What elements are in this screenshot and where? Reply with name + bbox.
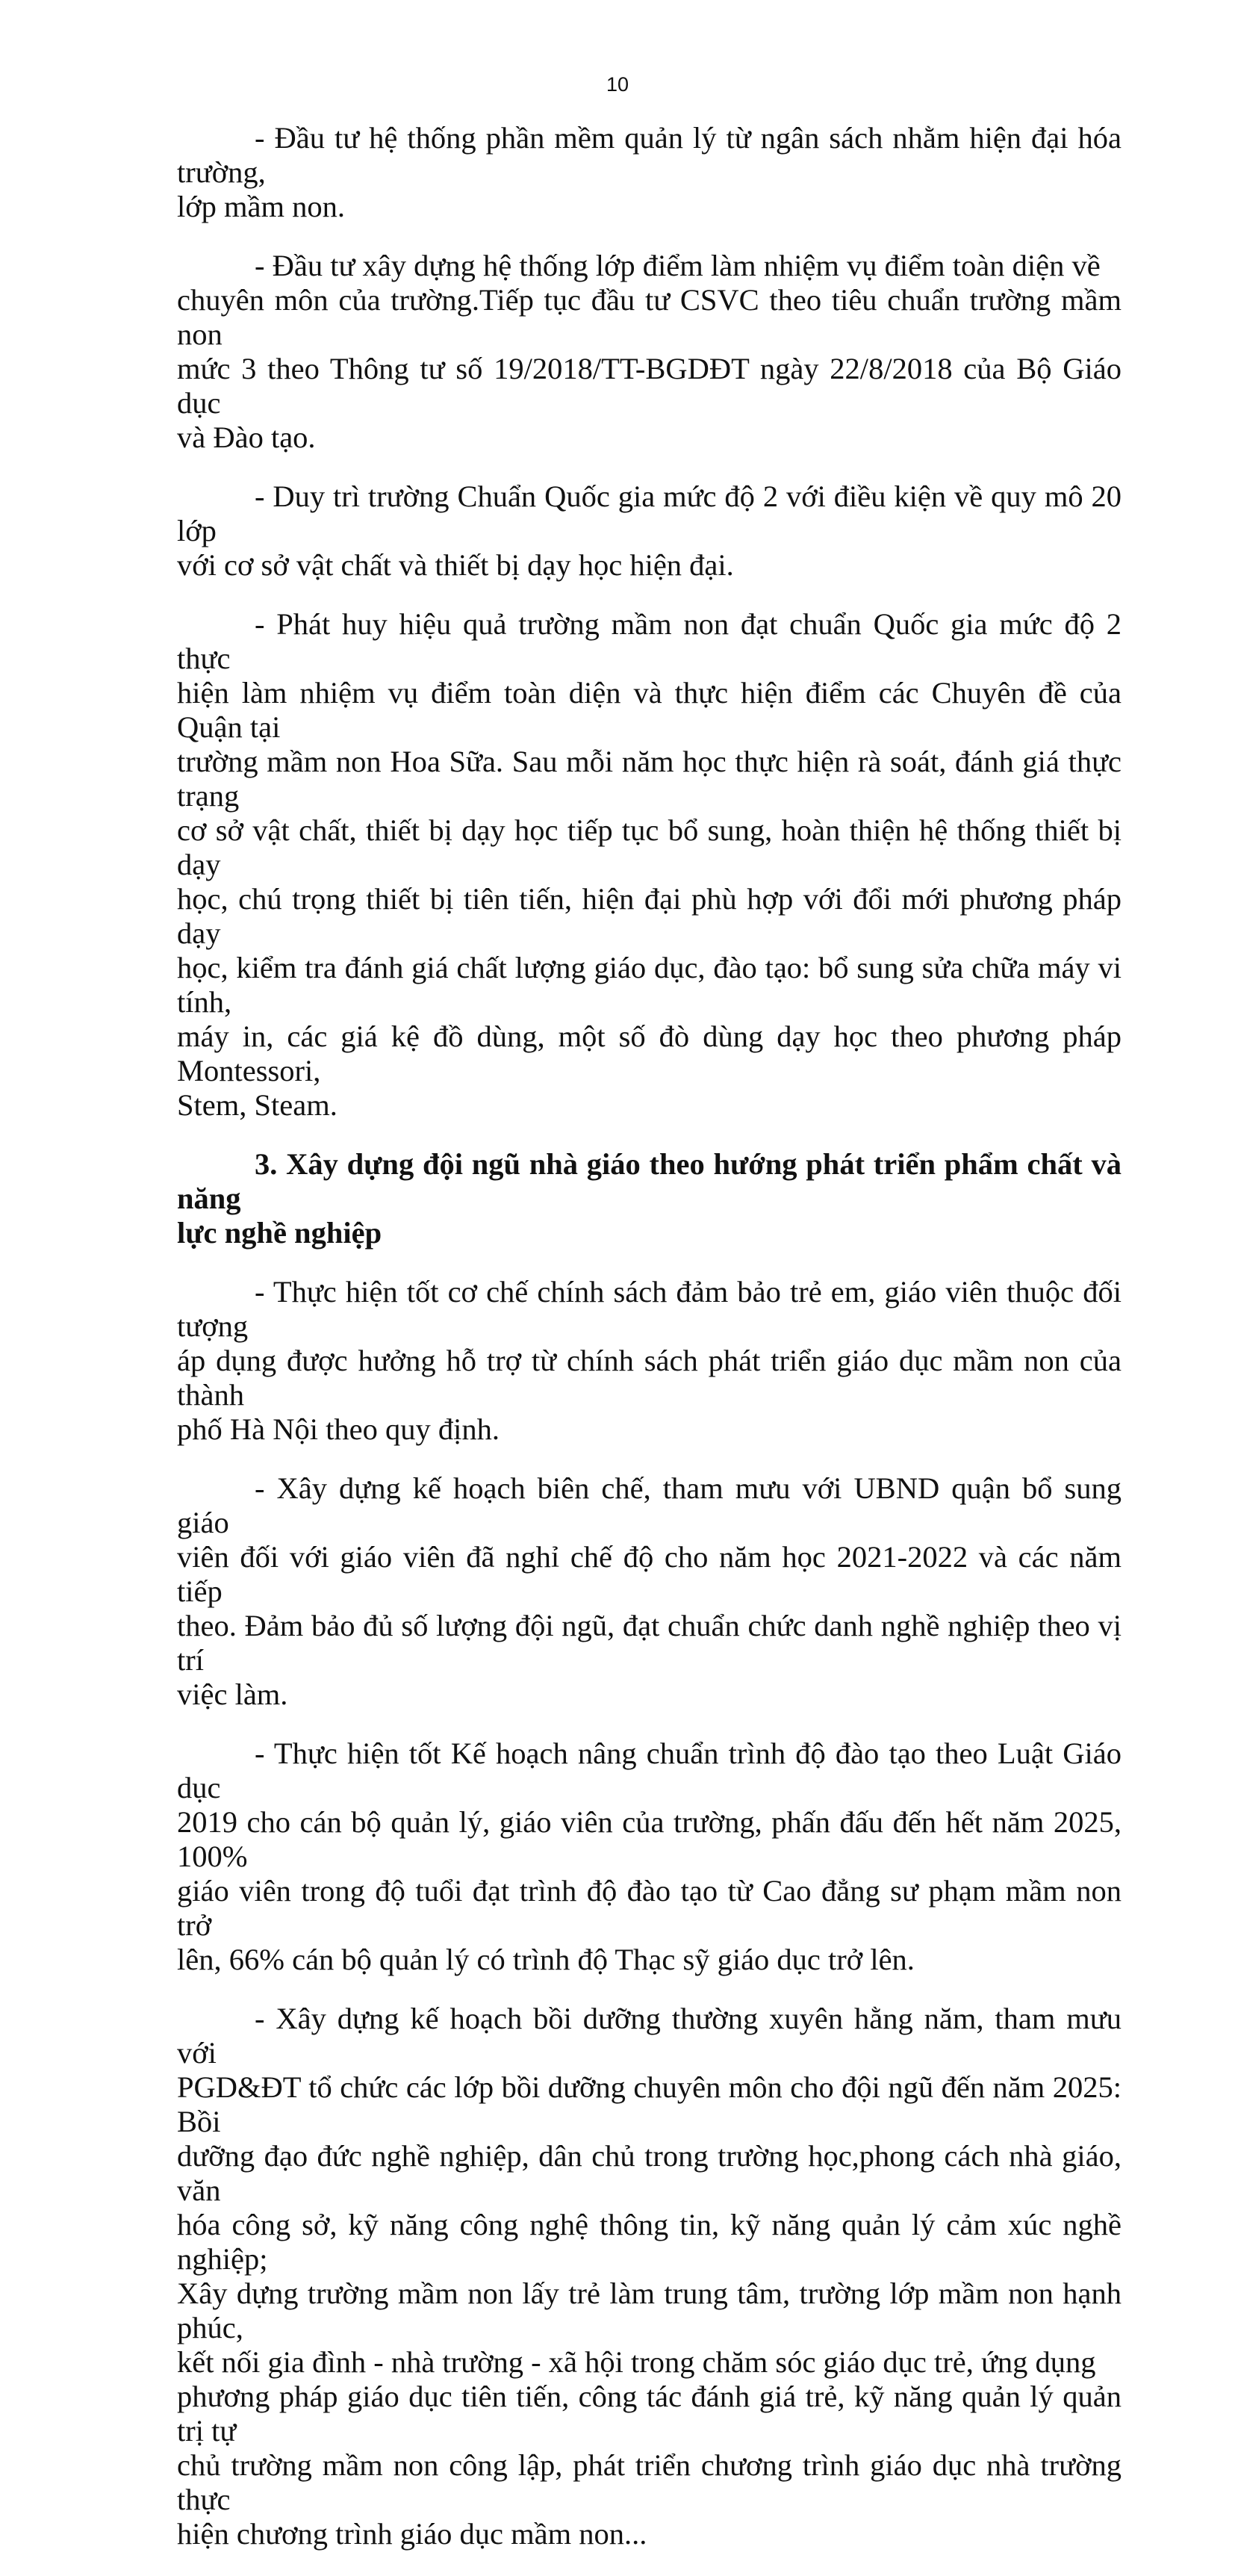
document-body xyxy=(177,121,1122,2576)
paragraph-professional-development: - Xây dựng kế hoạch bồi dưỡng thường xuyên hằng năm, tham mưu với PGD&ĐT tổ chức các lớp bồi dưỡng chuyên môn cho đội ngũ đến năm 2025: Bồi dưỡng đạo đức nghề nghiệp, dân chủ trong trường học,phong cách nhà giáo, văn hóa công sở, kỹ năng công nghệ thông tin, kỹ năng quản lý cảm xúc nghề nghiệp; Xây dựng trường mầm non lấy trẻ làm trung tâm, trường lớp mầm non hạnh phúc, kết nối gia đình - nhà trường - xã hội trong chăm sóc giáo dục trẻ, ứng dụng phương pháp giáo dục tiên tiến, công tác đánh giá trẻ, kỹ năng quản lý quản trị tự chủ trường mầm non công lập, phát triển chương trình giáo dục nhà trường thực hiện chương trình giáo dục mầm non... xyxy=(177,2002,1122,2551)
page-number: 10 xyxy=(606,73,629,96)
paragraph-promote-effectiveness: - Phát huy hiệu quả trường mầm non đạt chuẩn Quốc gia mức độ 2 thực hiện làm nhiệm vụ điểm toàn diện và thực hiện điểm các Chuyên đề của Quận tại trường mầm non Hoa Sữa. Sau mỗi năm học thực hiện rà soát, đánh giá thực trạng cơ sở vật chất, thiết bị dạy học tiếp tục bổ sung, hoàn thiện hệ thống thiết bị dạy học, chú trọng thiết bị tiên tiến, hiện đại phù hợp với đổi mới phương pháp dạy học, kiểm tra đánh giá chất lượng giáo dục, đào tạo: bổ sung sửa chữa máy vi tính, máy in, các giá kệ đồ dùng, một số đò dùng dạy học theo phương pháp Montessori, Stem, Steam. xyxy=(177,607,1122,1122)
paragraph-training-standard: - Thực hiện tốt Kế hoạch nâng chuẩn trình độ đào tạo theo Luật Giáo dục 2019 cho cán bộ quản lý, giáo viên của trường, phấn đấu đến hết năm 2025, 100% giáo viên trong độ tuổi đạt trình độ đào tạo từ Cao đẳng sư phạm mầm non trở lên, 66% cán bộ quản lý có trình độ Thạc sỹ giáo dục trở lên. xyxy=(177,1737,1122,1976)
paragraph-staffing-plan: - Xây dựng kế hoạch biên chế, tham mưu với UBND quận bổ sung giáo viên đối với giáo viên đã nghỉ chế độ cho năm học 2021-2022 và các năm tiếp theo. Đảm bảo đủ số lượng đội ngũ, đạt chuẩn chức danh nghề nghiệp theo vị trí việc làm. xyxy=(177,1471,1122,1711)
paragraph-model-classes: - Đầu tư xây dựng hệ thống lớp điểm làm nhiệm vụ điểm toàn diện về chuyên môn của trường.Tiếp tục đầu tư CSVC theo tiêu chuẩn trường mầm non mức 3 theo Thông tư số 19/2018/TT-BGDĐT ngày 22/8/2018 của Bộ Giáo dục và Đào tạo. xyxy=(177,249,1122,454)
paragraph-support-policy: - Thực hiện tốt cơ chế chính sách đảm bảo trẻ em, giáo viên thuộc đối tượng áp dụng được hưởng hỗ trợ từ chính sách phát triển giáo dục mầm non của thành phố Hà Nội theo quy định. xyxy=(177,1275,1122,1446)
paragraph-national-standard: - Duy trì trường Chuẩn Quốc gia mức độ 2 với điều kiện về quy mô 20 lớp với cơ sở vật chất và thiết bị dạy học hiện đại. xyxy=(177,479,1122,582)
paragraph-management-software: - Đầu tư hệ thống phần mềm quản lý từ ngân sách nhằm hiện đại hóa trường, lớp mầm non. xyxy=(177,121,1122,223)
section-heading: 3. Xây dựng đội ngũ nhà giáo theo hướng phát triển phẩm chất và năng lực nghề nghiệp xyxy=(177,1147,1122,1250)
